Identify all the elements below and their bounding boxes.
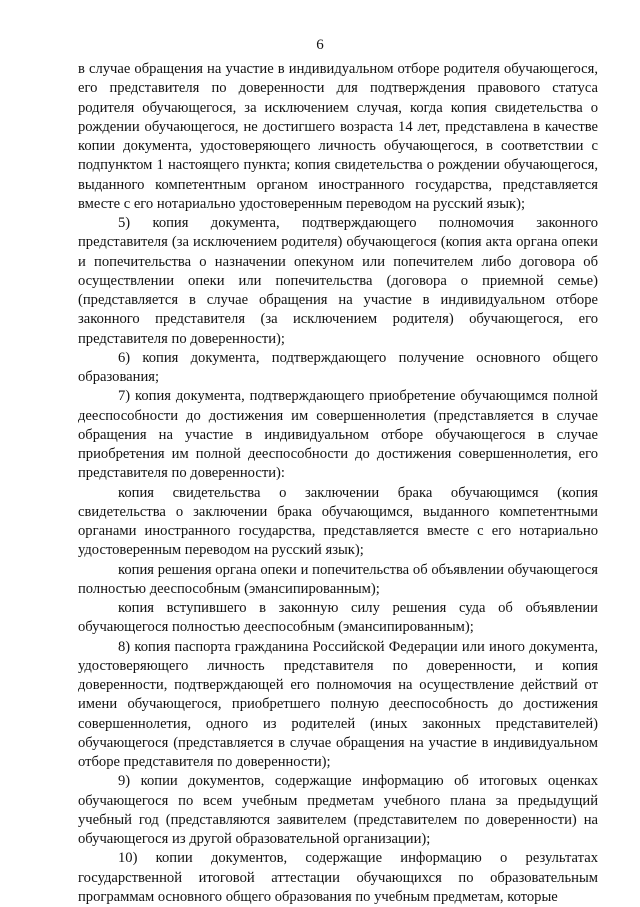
- paragraph-item-5: 5) копия документа, подтверждающего полномочия законного представителя (за исключением родителя) обучающегося (копия акта органа опеки и попечительства о назначении опекуном или попечителем либо договора об осуществлении опеки или попечительства (договора о приемной семье) (представляется в случае обращения на участие в индивидуальном отборе законного представителя (за исключением родителя) обучающегося, его представителя по доверенности);: [78, 215, 598, 347]
- paragraph-item-9: 9) копии документов, содержащие информацию об итоговых оценках обучающегося по всем учебным предметам учебного плана за предыдущий учебный год (представляются заявителем (представителем по доверенности) на обучающегося из другой образовательной организации);: [78, 773, 598, 847]
- document-body: [78, 60, 598, 907]
- paragraph-item-6: 6) копия документа, подтверждающего получение основного общего образования;: [78, 349, 598, 385]
- paragraph-item-8: 8) копия паспорта гражданина Российской Федерации или иного документа, удостоверяющего личность представителя по доверенности, и копия доверенности, подтверждающей его полномочия на осуществление действий от имени обучающегося, приобретшего полную дееспособность до достижения совершеннолетия, одного из родителей (иных законных представителей) обучающегося (представляется в случае обращения на участие в индивидуальном отборе представителя по доверенности);: [78, 638, 598, 770]
- paragraph-item-7-marriage: копия свидетельства о заключении брака обучающимся (копия свидетельства о заключении брака обучающимся, выданного компетентными органами иностранного государства, представляется вместе с его нотариально удостоверенным переводом на русский язык);: [78, 484, 598, 559]
- paragraph-item-7-court: копия вступившего в законную силу решения суда об объявлении обучающегося полностью дееспособным (эмансипированным);: [78, 600, 598, 636]
- paragraph-item-7: 7) копия документа, подтверждающего приобретение обучающимся полной дееспособности до достижения им совершеннолетия (представляется в случае обращения на участие в индивидуальном отборе обучающегося в случае приобретения им полной дееспособности до достижения совершеннолетия, его представителя по доверенности):: [78, 388, 598, 482]
- paragraph-continuation: в случае обращения на участие в индивидуальном отборе родителя обучающегося, его представителя по доверенности для подтверждения правового статуса родителя обучающегося, за исключением случая, когда копия свидетельства о рождении обучающегося, не достигшего возраста 14 лет, представлена в качестве копии документа, удостоверяющего личность обучающегося, в соответствии с подпунктом 1 настоящего пункта; копия свидетельства о рождении обучающегося, выданного компетентным органом иностранного государства, представляется вместе с его нотариально удостоверенным переводом на русский язык);: [78, 61, 598, 212]
- page-number: 6: [316, 37, 324, 53]
- paragraph-item-10: 10) копии документов, содержащие информацию о результатах государственной итоговой аттестации обучающихся по образовательным программам основного общего образования по учебным предметам, которые: [78, 850, 598, 905]
- paragraph-item-7-guardianship: копия решения органа опеки и попечительства об объявлении обучающегося полностью дееспособным (эмансипированным);: [78, 561, 598, 597]
